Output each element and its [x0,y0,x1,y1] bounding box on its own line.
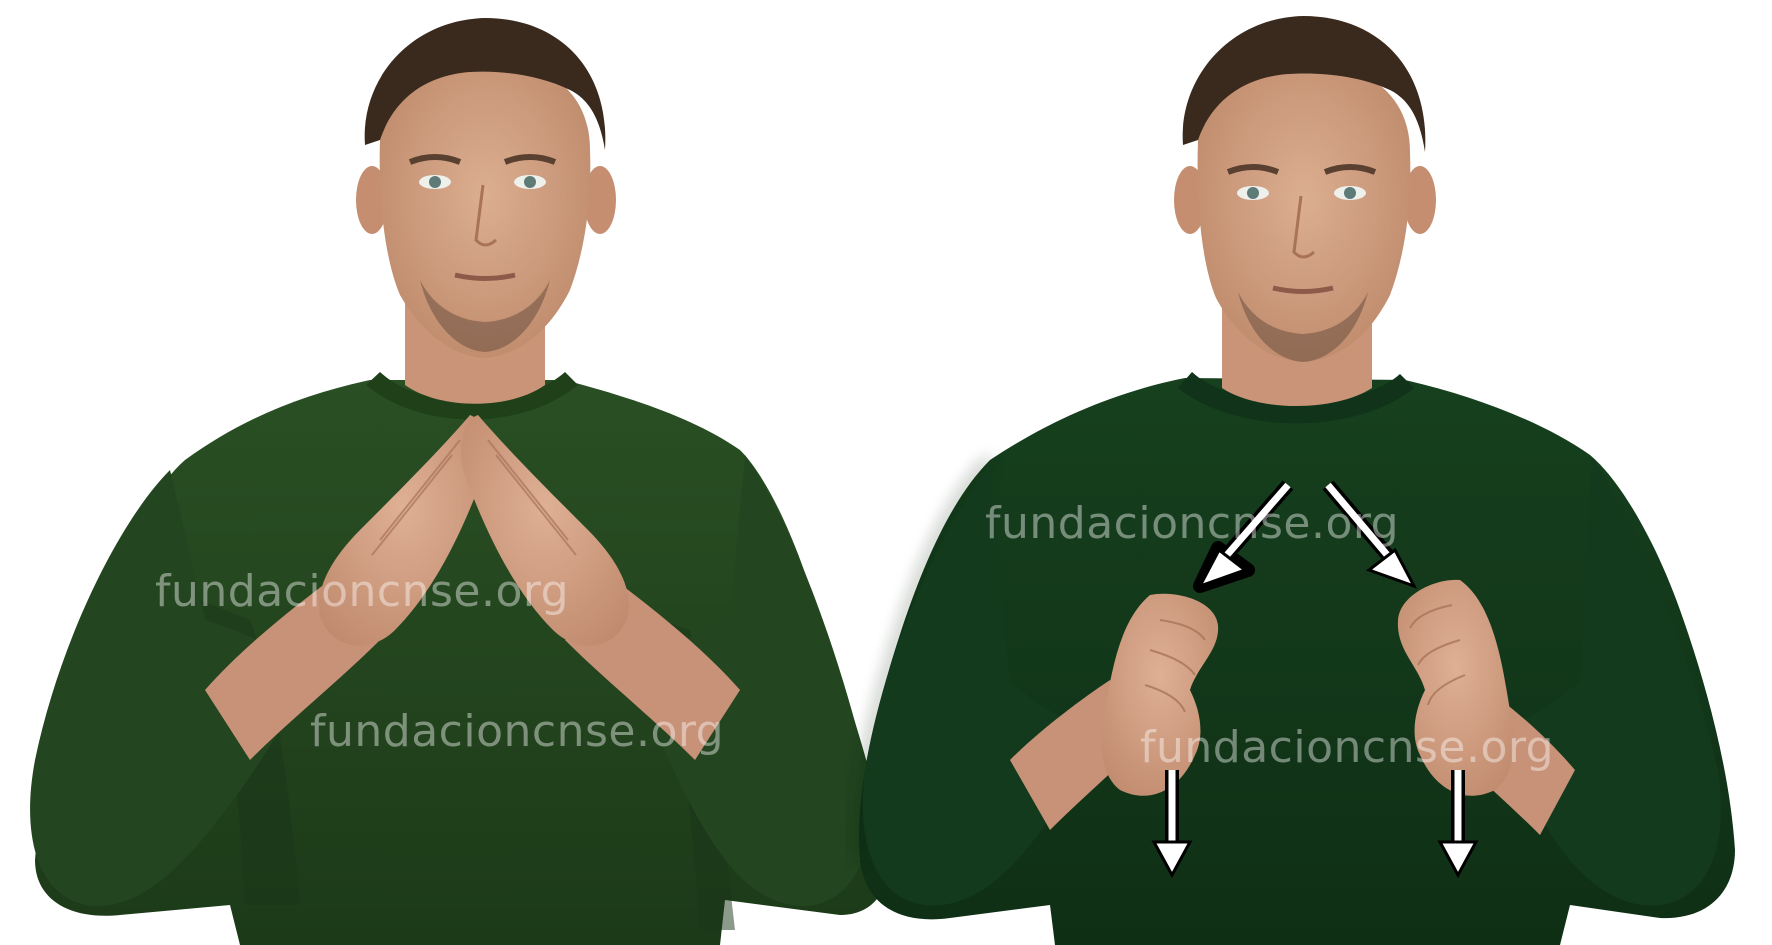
left-iris-r [524,176,536,188]
left-iris-l [429,176,441,188]
signer-right [859,16,1735,945]
right-iris-r [1344,187,1356,199]
signer-left [30,18,888,945]
right-head [1198,62,1411,362]
right-iris-l [1247,187,1259,199]
watermark-text: fundacioncnse.org [310,706,725,757]
watermark-text: fundacioncnse.org [1140,722,1555,773]
watermark-text: fundacioncnse.org [155,566,570,617]
watermark-text: fundacioncnse.org [985,498,1400,549]
